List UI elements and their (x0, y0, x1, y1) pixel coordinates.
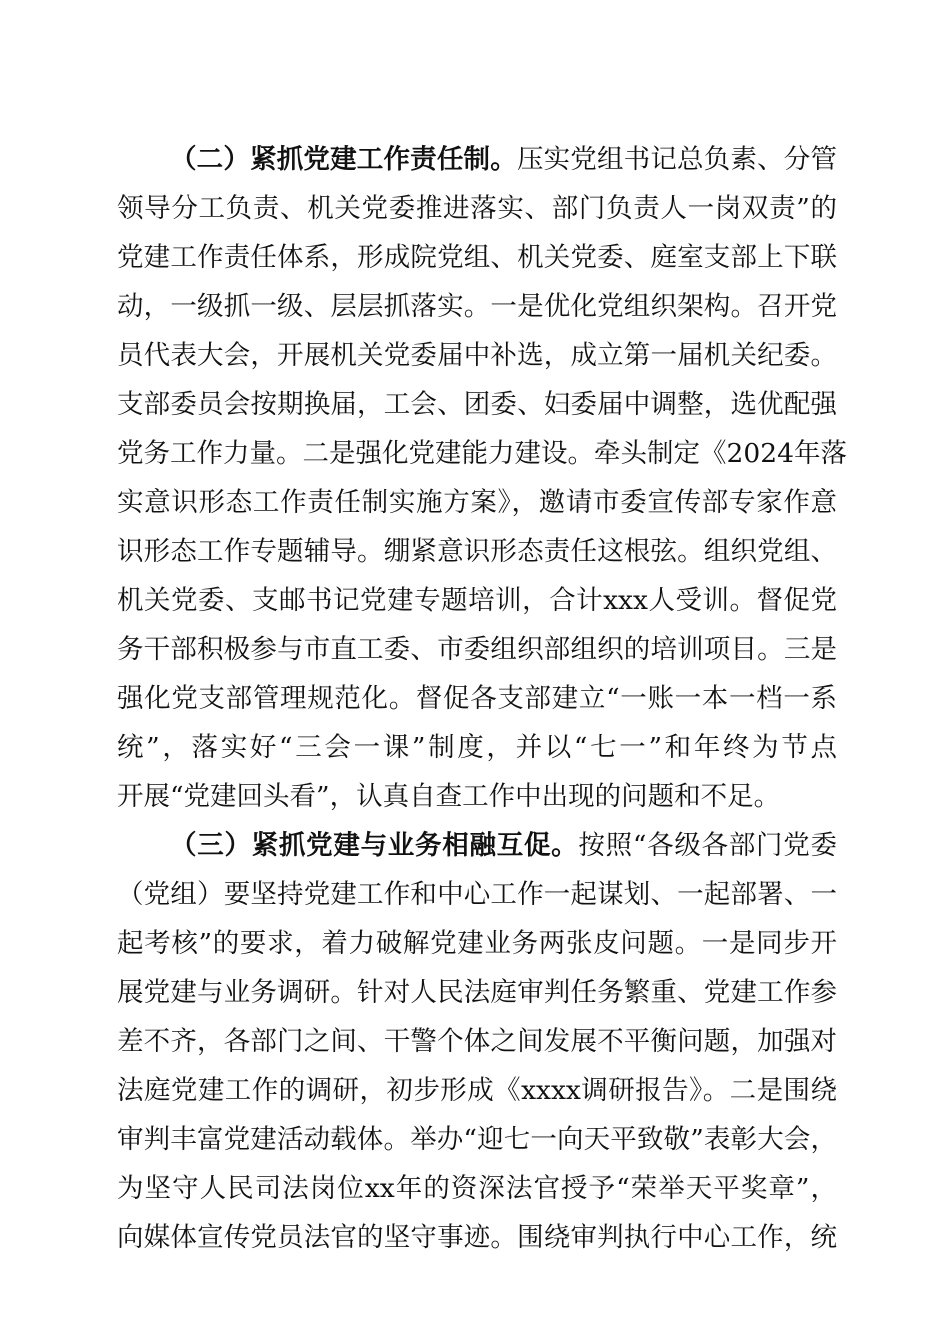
paragraph-2-line-6: 支部委员会按期换届，工会、团委、妇委届中调整，选优配强 (117, 389, 837, 420)
paragraph-2-line-7: 党务工作力量。二是强化党建能力建设。牵头制定《2024年落 (117, 438, 847, 469)
paragraph-3-line-9: 向媒体宣传党员法官的坚守事迹。围绕审判执行中心工作，统 (117, 1222, 837, 1253)
section-3-heading: （三）紧抓党建与业务相融互促。 (170, 830, 579, 861)
paragraph-3-line-4: 展党建与业务调研。针对人民法庭审判任务繁重、党建工作参 (117, 977, 837, 1008)
section-2-heading: （二）紧抓党建工作责任制。 (170, 144, 517, 175)
paragraph-2-line-14: 开展“党建回头看”，认真自查工作中出现的问题和不足。 (117, 781, 781, 812)
paragraph-2-line-9: 识形态工作专题辅导。绷紧意识形态责任这根弦。组织党组、 (117, 536, 837, 567)
paragraph-3-line-1 (170, 826, 837, 866)
paragraph-3-line-6: 法庭党建工作的调研，初步形成《xxxx调研报告》。二是围绕 (117, 1075, 837, 1106)
paragraph-2-line-5: 员代表大会，开展机关党委届中补选，成立第一届机关纪委。 (117, 340, 837, 371)
section-2-first-line-text: 压实党组书记总负素、分管 (516, 144, 837, 175)
paragraph-2-line-1 (170, 140, 837, 180)
paragraph-2-line-11: 务干部积极参与市直工委、市委组织部组织的培训项目。三是 (117, 634, 837, 665)
paragraph-2-line-10: 机关党委、支邮书记党建专题培训，合计xxx人受训。督促党 (117, 585, 837, 616)
paragraph-2-line-13: 统”，落实好“三会一课”制度，并以“七一”和年终为节点 (117, 732, 837, 763)
paragraph-3-line-2: （党组）要坚持党建工作和中心工作一起谋划、一起部署、一 (117, 879, 837, 910)
paragraph-3-line-5: 差不齐，各部门之间、干警个体之间发展不平衡问题，加强对 (117, 1026, 837, 1057)
section-3-first-line-text: 按照“各级各部门党委 (578, 830, 837, 861)
paragraph-2-line-4: 动，一级抓一级、层层抓落实。一是优化党组织架构。召开党 (117, 291, 837, 322)
paragraph-3-line-7: 审判丰富党建活动载体。举办“迎七一向天平致敬”表彰大会， (117, 1124, 837, 1155)
paragraph-2-line-8: 实意识形态工作责任制实施方案》，邀请市委宣传部专家作意 (117, 487, 837, 518)
paragraph-3-line-3: 起考核”的要求，着力破解党建业务两张皮问题。一是同步开 (117, 928, 837, 959)
paragraph-2-line-3: 党建工作责任体系，形成院党组、机关党委、庭室支部上下联 (117, 242, 837, 273)
paragraph-3-line-8: 为坚守人民司法岗位xx年的资深法官授予“荣举天平奖章”， (117, 1173, 837, 1204)
paragraph-2-line-12: 强化党支部管理规范化。督促各支部建立“一账一本一档一系 (117, 683, 837, 714)
paragraph-2-line-2: 领导分工负责、机关党委推进落实、部门负责人一岗双责”的 (117, 193, 837, 224)
